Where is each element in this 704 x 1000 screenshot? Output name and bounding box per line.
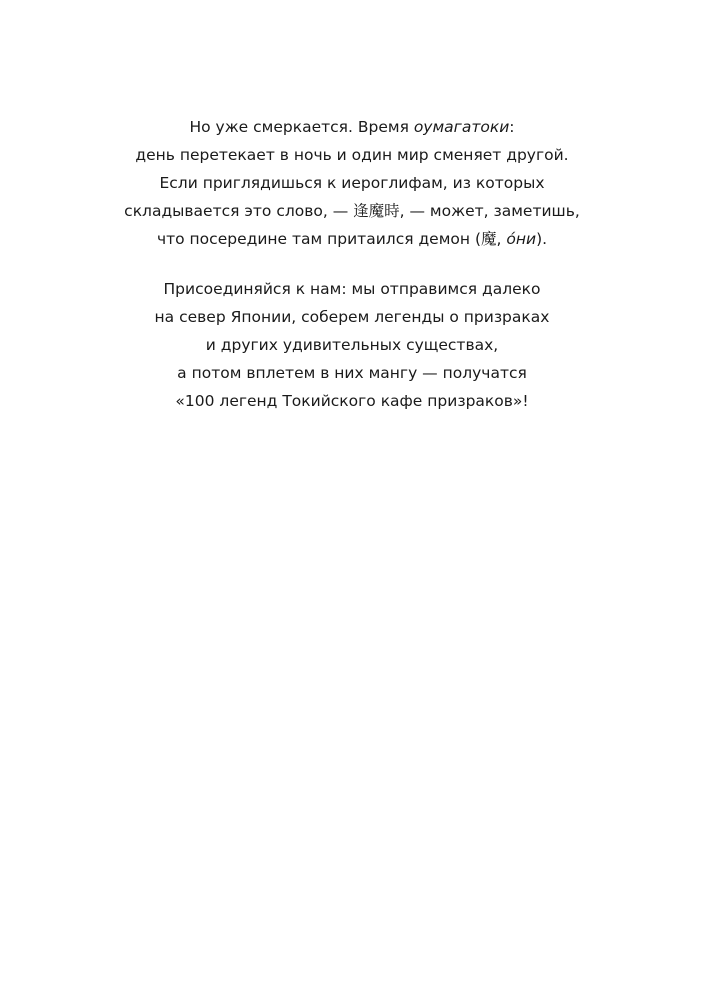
term-oni: óни	[506, 230, 537, 248]
text-line: Если приглядишься к иероглифам, из которых	[159, 174, 545, 192]
paragraph-intro	[0, 113, 704, 253]
text-line: Присоединяйся к нам: мы отправимся далеко	[163, 280, 541, 298]
text-line: а потом вплетем в них мангу — получатся	[177, 364, 527, 382]
text-line: складывается это слово, — 逢魔時, — может, заметишь,	[124, 202, 580, 220]
text-line: на север Японии, соберем легенды о призраках	[154, 308, 550, 326]
term-oumagatoki: оумагатоки	[413, 118, 510, 136]
paragraph-invitation	[0, 275, 704, 415]
text-line: «100 легенд Токийского кафе призраков»!	[175, 392, 529, 410]
text-line: день перетекает в ночь и один мир сменяет другой.	[135, 146, 569, 164]
text-line: что посередине там притаился демон (魔, óни).	[156, 230, 548, 248]
text-line: Но уже смеркается. Время оумагатоки:	[189, 118, 515, 136]
text-line: и других удивительных существах,	[205, 336, 499, 354]
